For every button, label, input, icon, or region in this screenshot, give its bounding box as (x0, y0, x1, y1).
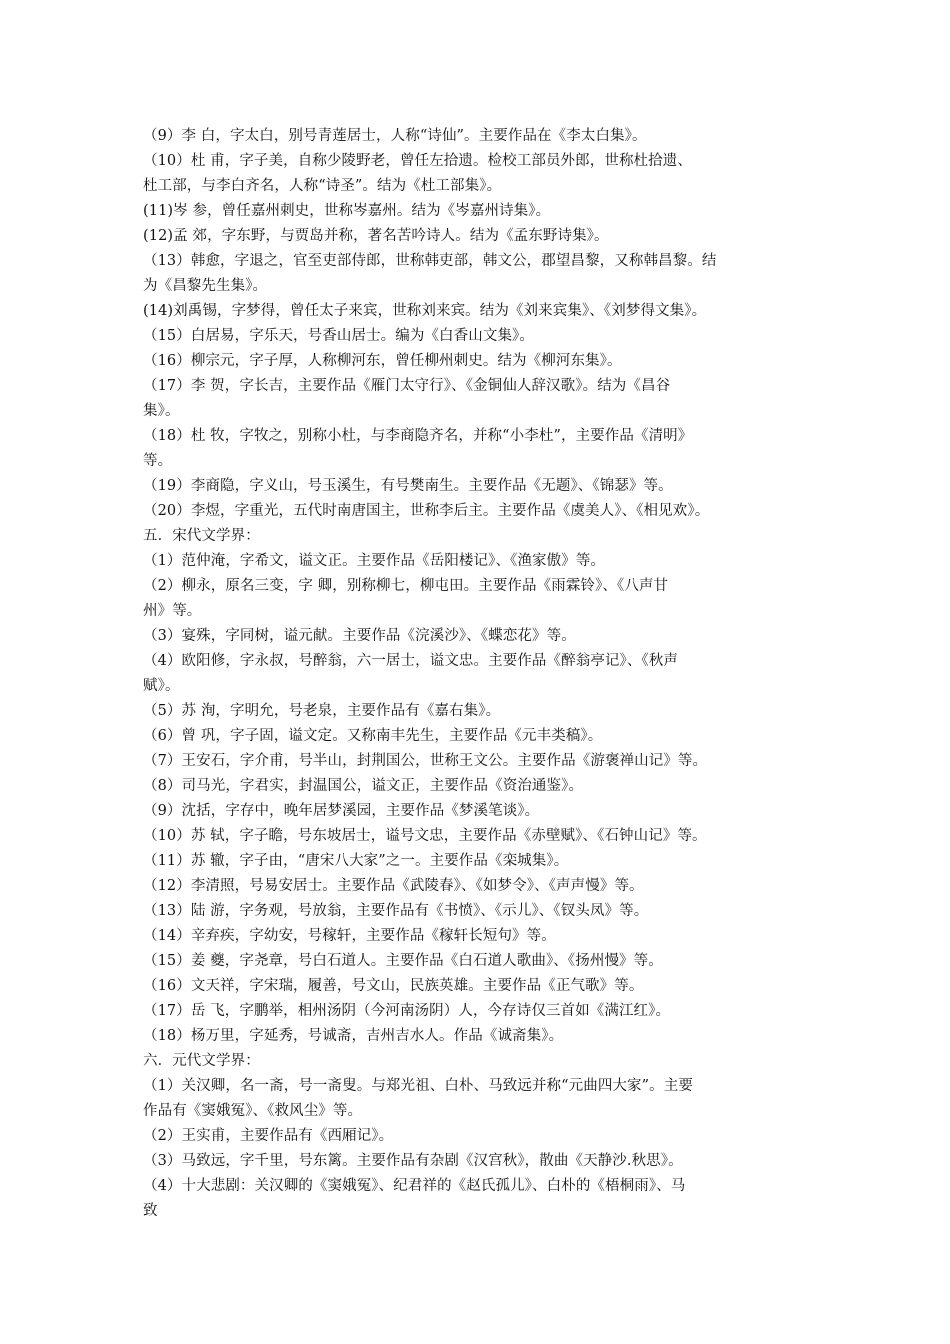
text-line: （17）岳 飞，字鹏举，相州汤阴（今河南汤阴）人，今存诗仅三首如《满江红》。 (143, 1003, 671, 1019)
text-line: （4）十大悲剧：关汉卿的《窦娥冤》、纪君祥的《赵氏孤儿》、白朴的《梧桐雨》、马 (143, 1178, 686, 1194)
text-line: （9）沈括，字存中，晚年居梦溪园，主要作品《梦溪笔谈》。 (143, 803, 540, 819)
text-line: （17）李 贺，字长吉，主要作品《雁门太守行》、《金铜仙人辞汉歌》。结为《昌谷 (143, 378, 671, 394)
text-line: 杜工部，与李白齐名，人称“诗圣”。结为《杜工部集》。 (143, 178, 502, 194)
text-line: （16）文天祥，字宋瑞，履善，号文山，民族英雄。主要作品《正气歌》等。 (143, 978, 644, 994)
text-line: （14）辛弃疾，字幼安，号稼轩，主要作品《稼轩长短句》等。 (143, 928, 556, 944)
text-line: （16）柳宗元，字子厚，人称柳河东，曾任柳州刺史。结为《柳河东集》。 (143, 353, 622, 369)
section-heading-song: 五．宋代文学界： (143, 528, 260, 544)
text-line: （20）李煜，字重光，五代时南唐国主，世称李后主。主要作品《虞美人》、《相见欢》。 (143, 503, 710, 519)
text-line: （15）姜 夔，字尧章，号白石道人。主要作品《白石道人歌曲》、《扬州慢》等。 (143, 953, 663, 969)
text-line: （18）杜 牧，字牧之，别称小杜，与李商隐齐名，并称“小李杜”，主要作品《清明》 (143, 428, 693, 444)
text-line: （9）李 白，字太白，别号青莲居士，人称“诗仙”。主要作品在《李太白集》。 (143, 128, 647, 144)
text-line: （12）李清照，号易安居士。主要作品《武陵春》、《如梦令》、《声声慢》等。 (143, 878, 644, 894)
text-line: （7）王安石，字介甫，号半山，封荆国公，世称王文公。主要作品《游褒禅山记》等。 (143, 753, 708, 769)
section-heading-yuan: 六．元代文学界： (143, 1053, 260, 1069)
text-line: (11)岑 参，曾任嘉州刺史，世称岑嘉州。结为《岑嘉州诗集》。 (143, 203, 551, 219)
text-line: （2）柳永，原名三变，字 卿，别称柳七，柳屯田。主要作品《雨霖铃》、《八声甘 (143, 578, 669, 594)
text-line: （10）杜 甫，字子美，自称少陵野老，曾任左拾遗。检校工部员外郎，世称杜拾遗、 (143, 153, 692, 169)
text-line: 为《昌黎先生集》。 (143, 278, 268, 294)
text-line: （3）宴殊，字同树，谥元献。主要作品《浣溪沙》、《蝶恋花》等。 (143, 628, 576, 644)
text-line: （2）王实甫，主要作品有《西厢记》。 (143, 1128, 394, 1144)
text-line: （5）苏 洵，字明允，号老泉，主要作品有《嘉右集》。 (143, 703, 501, 719)
text-line: 集》。 (143, 403, 180, 419)
text-line: 致 (143, 1203, 158, 1219)
text-line: （11）苏 辙，字子由，“唐宋八大家”之一。主要作品《栾城集》。 (143, 853, 569, 869)
text-line: （13）韩愈，字退之，官至吏部侍郎，世称韩吏部，韩文公，郡望昌黎，又称韩昌黎。结 (143, 253, 717, 269)
text-line: （1）关汉卿，名一斋，号一斋叟。与郑光祖、白朴、马致远并称“元曲四大家”。主要 (143, 1078, 693, 1094)
text-line: （3）马致远，字千里，号东篱。主要作品有杂剧《汉宫秋》，散曲《天静沙.秋思》。 (143, 1153, 683, 1169)
text-line: （19）李商隐，字义山，号玉溪生，有号樊南生。主要作品《无题》、《锦瑟》等。 (143, 478, 673, 494)
text-line: (14)刘禹锡，字梦得，曾任太子来宾，世称刘来宾。结为《刘来宾集》、《刘梦得文集》。 (143, 303, 707, 319)
text-line: （13）陆 游，字务观，号放翁，主要作品有《书愤》、《示儿》、《钗头凤》等。 (143, 903, 649, 919)
text-line: （10）苏 轼，字子瞻，号东坡居士，谥号文忠，主要作品《赤壁赋》、《石钟山记》等。 (143, 828, 707, 844)
document-body (143, 124, 818, 1224)
text-line: (12)孟 郊，字东野，与贾岛并称，著名苦吟诗人。结为《孟东野诗集》。 (143, 228, 609, 244)
text-line: （6）曾 巩，字子固，谥文定。又称南丰先生，主要作品《元丰类稿》。 (143, 728, 603, 744)
text-line: 作品有《窦娥冤》、《救风尘》等。 (143, 1103, 363, 1119)
text-line: （15）白居易，字乐天，号香山居士。编为《白香山文集》。 (143, 328, 534, 344)
text-line: （18）杨万里，字延秀，号诚斋，吉州吉水人。作品《诚斋集》。 (143, 1028, 564, 1044)
text-line: （1）范仲淹，字希文，谥文正。主要作品《岳阳楼记》、《渔家傲》等。 (143, 553, 606, 569)
text-line: 州》等。 (143, 603, 202, 619)
text-line: （4）欧阳修，字永叔，号醉翁，六一居士，谥文忠。主要作品《醉翁亭记》、《秋声 (143, 653, 679, 669)
text-line: （8）司马光，字君实，封温国公，谥文正，主要作品《资治通鉴》。 (143, 778, 584, 794)
text-line: 等。 (143, 453, 173, 469)
text-line: 赋》。 (143, 678, 180, 694)
